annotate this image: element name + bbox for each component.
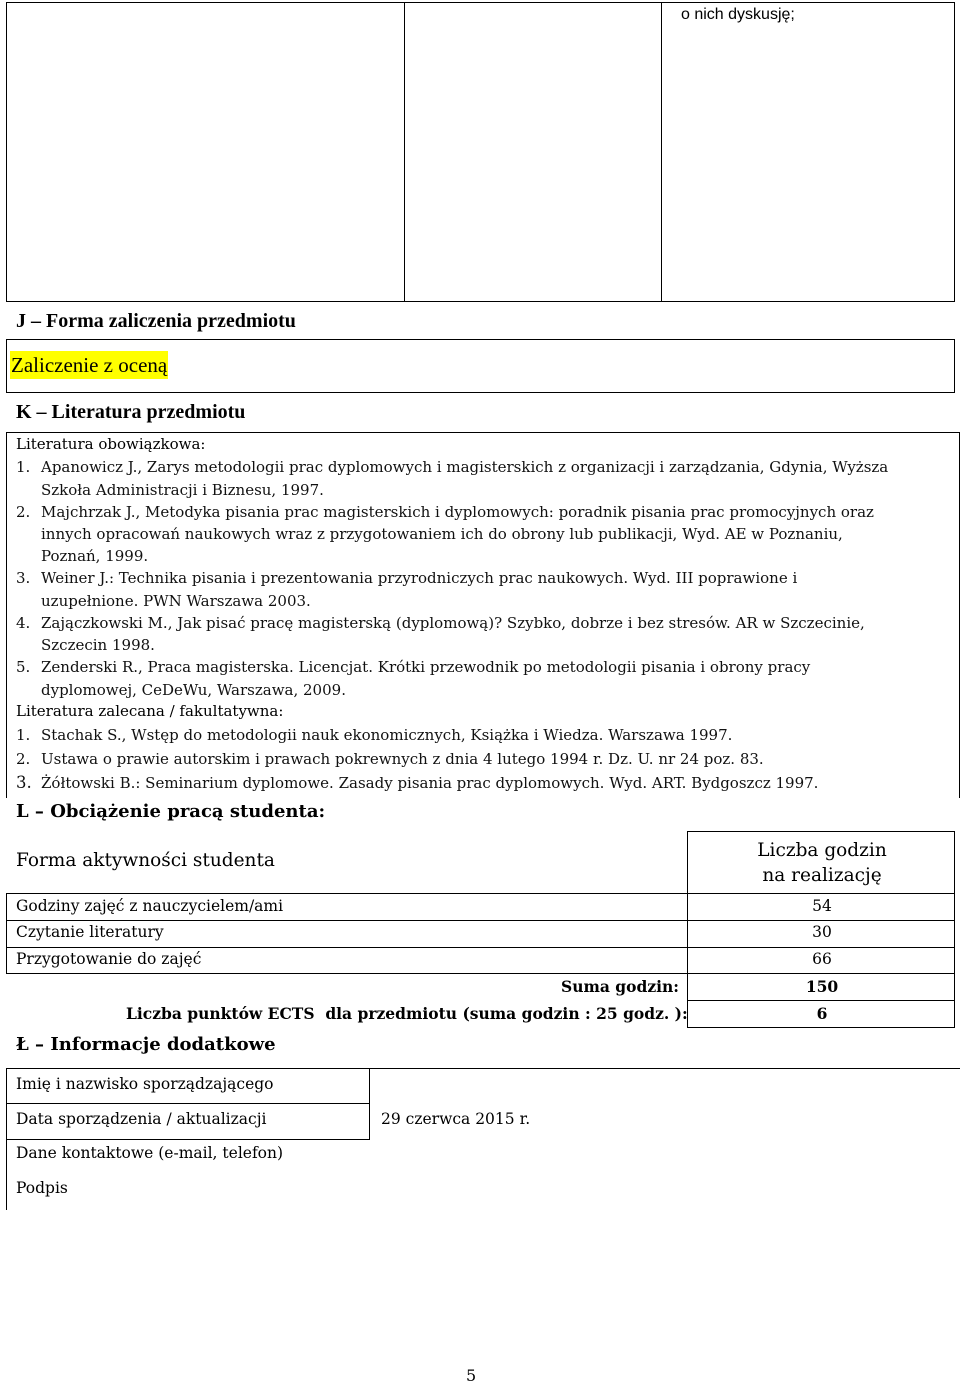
- workload-ects-label: Liczba punktów ECTS dla przedmiotu (suma godzin : 25 godz. ):: [126, 1004, 688, 1023]
- info-row-label: Podpis: [16, 1179, 68, 1197]
- literature-item: [16, 501, 950, 523]
- workload-header-hours-line2: na realizację: [762, 865, 882, 886]
- literature-item-number: 2.: [16, 750, 31, 768]
- literature-item: [16, 656, 950, 678]
- workload-table-border: [6, 893, 955, 894]
- info-row-value: 29 czerwca 2015 r.: [381, 1110, 531, 1128]
- top-table-divider: [661, 3, 662, 301]
- workload-row-label: Czytanie literatury: [16, 923, 164, 941]
- workload-row-label: Godziny zajęć z nauczycielem/ami: [16, 897, 284, 915]
- literature-item-line: Apanowicz J., Zarys metodologii prac dyplomowych i magisterskich z organizacji i zarządzania, Gdynia, Wyższa: [41, 458, 889, 476]
- info-row-label: Dane kontaktowe (e-mail, telefon): [16, 1144, 284, 1162]
- literature-item: [16, 724, 950, 746]
- workload-header-activity: Forma aktywności studenta: [16, 850, 275, 871]
- top-table-divider: [404, 3, 405, 301]
- literature-item-number: 2.: [16, 503, 31, 521]
- literature-item-line: Szkoła Administracji i Biznesu, 1997.: [41, 481, 324, 499]
- workload-header-hours-line1: Liczba godzin: [757, 840, 887, 861]
- literature-item-number: 5.: [16, 658, 31, 676]
- literature-item-number: 1.: [16, 458, 31, 476]
- info-row-label: Imię i nazwisko sporządzającego: [16, 1075, 274, 1093]
- literature-item-line: innych opracowań naukowych wraz z przygotowaniem ich do obrony lub publikacji, Wyd. AE w Poznaniu,: [41, 525, 843, 543]
- literature-item-line: Szczecin 1998.: [41, 636, 155, 654]
- top-table: [6, 2, 955, 302]
- grading-value: Zaliczenie z oceną: [11, 353, 168, 377]
- literature-item-line: dyplomowej, CeDeWu, Warszawa, 2009.: [41, 681, 346, 699]
- literature-item: [16, 456, 950, 478]
- workload-table-border: [6, 893, 7, 974]
- literature-item-text: Żółtowski B.: Seminarium dyplomowe. Zasady pisania prac dyplomowych. Wyd. ART. Bydgoszcz 1997.: [41, 774, 819, 792]
- workload-table-border: [687, 1000, 955, 1001]
- recommended-literature-heading: Literatura zalecana / fakultatywna:: [16, 702, 284, 720]
- section-l-title: L – Obciążenie pracą studenta:: [16, 801, 326, 822]
- workload-sum-value: 150: [805, 977, 839, 996]
- info-table-border: [6, 1068, 960, 1069]
- page-number: 5: [466, 1366, 477, 1385]
- workload-table-border: [6, 947, 955, 948]
- workload-row-label: Przygotowanie do zajęć: [16, 950, 202, 968]
- workload-table-border: [6, 920, 955, 921]
- literature-item-line: uzupełnione. PWN Warszawa 2003.: [41, 592, 311, 610]
- workload-ects-value: 6: [816, 1004, 828, 1023]
- literature-item: [16, 772, 950, 794]
- literature-item-number: 4.: [16, 614, 31, 632]
- info-table-border: [6, 1103, 370, 1104]
- literature-item-number: 1.: [16, 726, 31, 744]
- literature-item-line: Majchrzak J., Metodyka pisania prac magisterskich i dyplomowych: poradnik pisania prac promocyjnych oraz: [41, 503, 874, 521]
- literature-item-text: Ustawa o prawie autorskim i prawach pokrewnych z dnia 4 lutego 1994 r. Dz. U. nr 24 poz. 83.: [41, 750, 764, 768]
- info-row-label: Data sporządzenia / aktualizacji: [16, 1110, 267, 1128]
- literature-item: [16, 567, 950, 589]
- workload-row-value: 30: [812, 923, 832, 941]
- workload-row-value: 54: [812, 897, 832, 915]
- required-literature-heading: Literatura obowiązkowa:: [16, 435, 206, 453]
- top-table-cell-text: o nich dyskusję;: [681, 6, 795, 23]
- section-k-title: K – Literatura przedmiotu: [16, 401, 246, 423]
- workload-row-value: 66: [812, 950, 832, 968]
- literature-item-number: 3.: [16, 569, 31, 587]
- literature-item: [16, 748, 950, 770]
- literature-item-line: Zenderski R., Praca magisterska. Licencjat. Krótki przewodnik po metodologii pisania i obrony pracy: [41, 658, 811, 676]
- workload-header-hours: [687, 838, 957, 888]
- literature-item-number: 3.: [16, 773, 32, 792]
- literature-item-line: Weiner J.: Technika pisania i prezentowania przyrodniczych prac naukowych. Wyd. III poprawione i: [41, 569, 798, 587]
- literature-item: [16, 612, 950, 634]
- literature-item-line: Poznań, 1999.: [41, 547, 149, 565]
- workload-sum-label: Suma godzin:: [561, 977, 679, 996]
- workload-table-border: [687, 831, 955, 832]
- literature-item-text: Stachak S., Wstęp do metodologii nauk ekonomicznych, Książka i Wiedza. Warszawa 1997.: [41, 726, 733, 744]
- workload-table-border: [6, 973, 955, 974]
- section-l2-title: Ł – Informacje dodatkowe: [16, 1034, 276, 1055]
- info-table-border: [6, 1139, 370, 1140]
- literature-item-line: Zajączkowski M., Jak pisać pracę magisterską (dyplomową)? Szybko, dobrze i bez stresów. AR w Szczecinie,: [41, 614, 865, 632]
- workload-table-border: [687, 1027, 955, 1028]
- section-j-title: J – Forma zaliczenia przedmiotu: [16, 310, 296, 332]
